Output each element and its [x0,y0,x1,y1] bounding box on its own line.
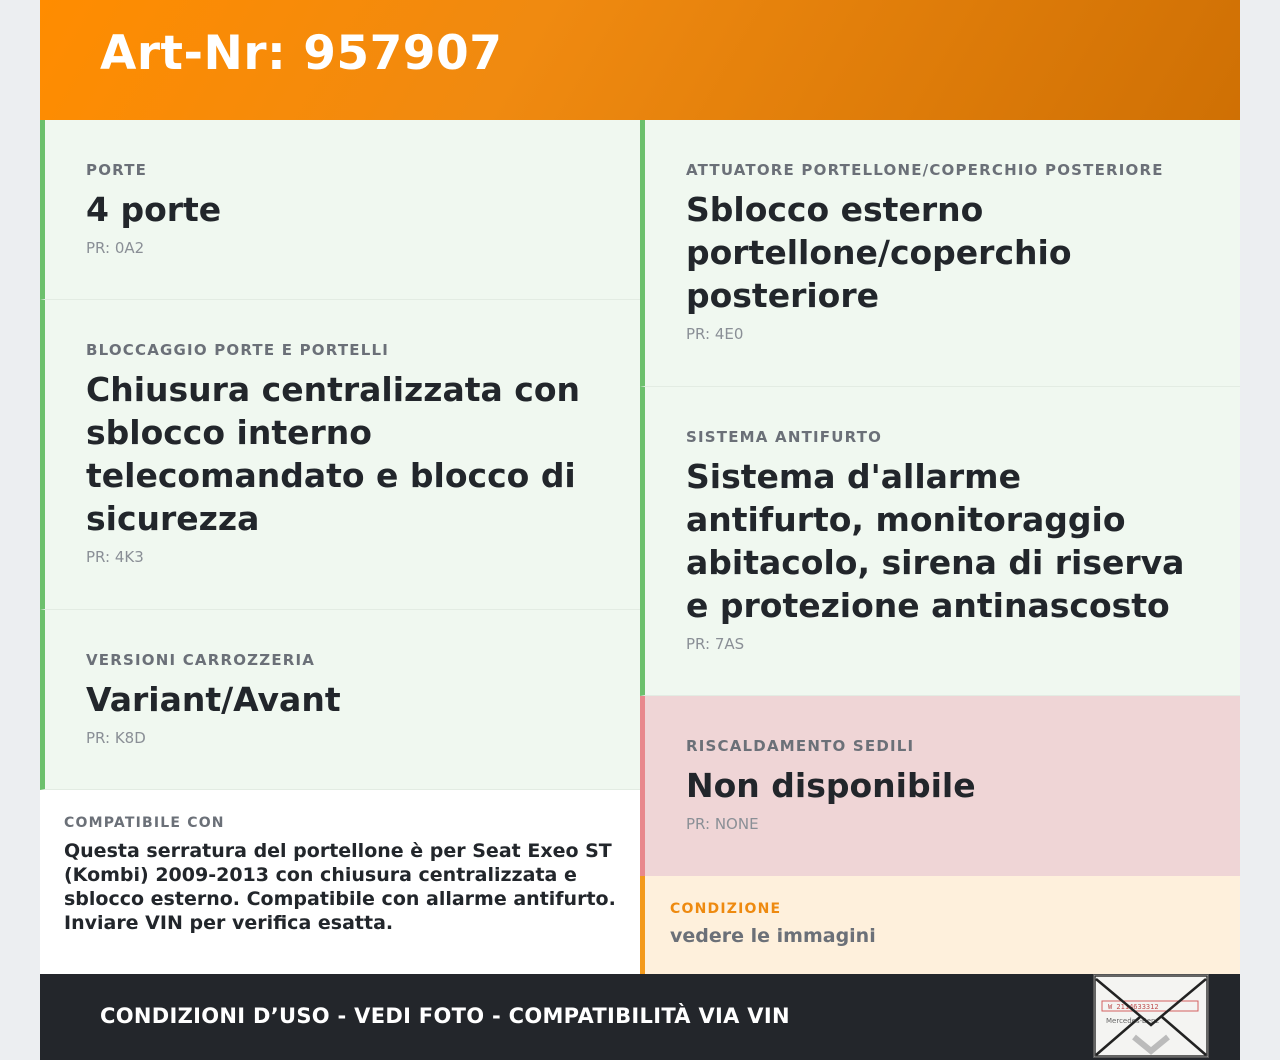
spec-tailgate-actuator [640,120,1240,387]
spec-value: 4 porte [86,190,222,229]
condition-label: CONDIZIONE [670,901,782,917]
spec-seat-heating [640,696,1240,876]
compatibility-box [40,790,640,974]
spec-value: Non disponibile [686,766,976,805]
spec-pr-code: PR: K8D [86,729,146,747]
spec-label: VERSIONI CARROZZERIA [86,651,316,669]
article-number-title: Art-Nr: 957907 [100,26,503,81]
compatibility-text: Questa serratura del portellone è per Seat Exeo ST (Kombi) 2009-2013 con chiusura centralizzata e sblocco esterno. Compatibile con allarme antifurto. Inviare VIN per verifica esatta. [64,840,616,934]
spec-value: Sistema d'allarme antifurto, monitoraggio abitacolo, sirena di riserva e protezione antinascosto [686,457,1185,625]
spec-value: Sblocco esterno portellone/coperchio posteriore [686,190,1072,315]
header-banner [40,0,1240,120]
spec-pr-code: PR: 0A2 [86,239,145,257]
spec-pr-code: PR: 4K3 [86,548,144,566]
spec-pr-code: PR: 7AS [686,635,745,653]
condition-text: vedere le immagini [670,925,876,947]
spec-label: BLOCCAGGIO PORTE E PORTELLI [86,341,390,359]
product-card [40,0,1240,1060]
footer-links[interactable]: CONDIZIONI D’USO - VEDI FOTO - COMPATIBILITÀ VIA VIN [100,1004,790,1028]
spec-value: Variant/Avant [86,680,341,719]
spec-label: RISCALDAMENTO SEDILI [686,737,915,755]
spec-pr-code: PR: 4E0 [686,325,744,343]
footer-bar [40,974,1240,1060]
compatibility-label: COMPATIBILE CON [64,815,225,831]
envelope-stamp-graphic [1094,975,1208,1057]
spec-pr-code: PR: NONE [686,815,759,833]
spec-value: Chiusura centralizzata con sblocco interno telecomandato e blocco di sicurezza [86,370,581,538]
envelope-stamp-icon [1093,974,1209,1058]
stamp-vin-text: W 2114633312 [1108,1003,1159,1011]
stamp-brand-text: Mercedes-Benz [1106,1017,1160,1025]
spec-doors [40,120,640,300]
spec-label: ATTUATORE PORTELLONE/COPERCHIO POSTERIORE [686,161,1164,179]
spec-anti-theft [640,387,1240,696]
spec-body-version [40,610,640,790]
spec-door-locking [40,300,640,610]
spec-label: SISTEMA ANTIFURTO [686,428,883,446]
condition-box [640,876,1240,974]
spec-label: PORTE [86,161,148,179]
